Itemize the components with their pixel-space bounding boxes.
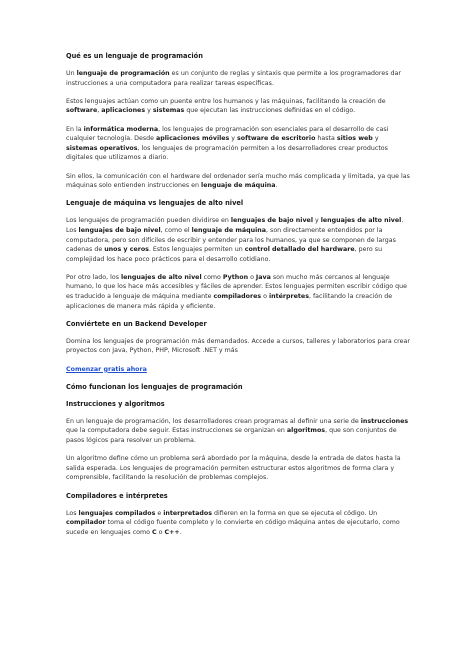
bold-term: lenguaje de programación: [76, 70, 170, 77]
heading-compiladores: Compiladores e intérpretes: [66, 491, 168, 500]
heading-que-es: Qué es un lenguaje de programación: [66, 52, 203, 60]
bold-term: lenguajes de bajo nivel: [230, 217, 313, 225]
bold-term: lenguajes de bajo nivel: [78, 226, 161, 234]
paragraph-bajo-nivel: Los lenguajes de programación pueden dividirse en lenguajes de bajo nivel y lenguajes de alto nivel. Los lenguajes de bajo nivel, como el lenguaje de máquina, son directamente entendidos por la computadora, pero son difíciles de escribir y entender para los humanos, ya que se componen de largas cadenas de unos y ceros. Estos lenguajes permiten un control detallado del hardware, pero su complejidad los hace poco prácticos para el desarrollo cotidiano.: [66, 217, 404, 263]
bold-term: Python: [222, 273, 249, 281]
bold-term: software: [66, 107, 98, 115]
cta-link[interactable]: Comenzar gratis ahora: [66, 365, 147, 373]
paragraph-compiladores: Los lenguajes compilados e interpretados difieren en la forma en que se ejecuta el código. Un compilador toma el código fuente completo y lo convierte en código máquina antes de ejecutarlo, como sucede en lenguajes como C o C++.: [66, 509, 400, 536]
bold-term: Java: [255, 273, 271, 281]
paragraph-puente: Estos lenguajes actúan como un puente entre los humanos y las máquinas, facilitando la creación de software, aplicaciones y sistemas que ejecutan las instrucciones definidas en el código.: [66, 97, 386, 115]
bold-term: lenguajes de alto nivel: [121, 273, 202, 281]
heading-instrucciones: Instrucciones y algoritmos: [66, 399, 165, 408]
bold-term: compiladores: [213, 293, 262, 301]
bold-term: instrucciones: [360, 417, 409, 425]
bold-term: interpretados: [163, 509, 212, 517]
bold-term: sistemas operativos: [66, 144, 138, 152]
paragraph-domina: Domina los lenguajes de programación más demandados. Accede a cursos, talleres y laboratorios para crear proyectos con Java, Python, PHP, Microsoft .NET y más: [66, 337, 410, 355]
bold-term: software de escritorio: [237, 135, 316, 143]
bold-term: C++: [164, 528, 180, 536]
bold-term: compilador: [66, 519, 106, 527]
bold-term: aplicaciones: [101, 107, 146, 115]
heading-maquina-vs-alto-nivel: Lenguaje de máquina vs lenguajes de alto nivel: [66, 199, 244, 208]
paragraph-sin-ellos: Sin ellos, la comunicación con el hardware del ordenador sería mucho más complicada y limitada, ya que las máquinas solo entienden instrucciones en lenguaje de máquina.: [66, 172, 410, 190]
bold-term: C: [152, 528, 157, 536]
paragraph-instrucciones: En un lenguaje de programación, los desarrolladores crean programas al definir una serie de instrucciones que la computadora debe seguir. Estas instrucciones se organizan en algoritmos, que son conjuntos de pasos lógicos para resolver un problema.: [66, 417, 409, 444]
bold-term: sitios web: [336, 135, 373, 143]
bold-term: informática moderna: [83, 125, 159, 133]
paragraph-definicion: Un lenguaje de programación es un conjunto de reglas y sintaxis que permite a los programadores dar instrucciones a una computadora para realizar tareas específicas.: [66, 70, 401, 87]
heading-backend-developer: Conviértete en un Backend Developer: [66, 319, 207, 328]
heading-como-funcionan: Cómo funcionan los lenguajes de programación: [66, 382, 243, 391]
bold-term: lenguaje de máquina: [191, 226, 267, 234]
bold-term: algoritmos: [286, 427, 326, 435]
bold-term: lenguajes de alto nivel: [320, 217, 402, 225]
bold-term: lenguajes compilados: [78, 509, 156, 517]
paragraph-algoritmo: Un algoritmo define cómo un problema será abordado por la máquina, desde la entrada de datos hasta la salida esperada. Los lenguajes de programación permiten estructurar estos algoritmos de forma clara y comprensible, facilitando la resolución de problemas complejos.: [66, 455, 401, 482]
bold-term: intérpretes: [269, 293, 309, 301]
bold-term: sistemas: [152, 107, 185, 115]
paragraph-alto-nivel: Por otro lado, los lenguajes de alto nivel como Python o Java son mucho más cercanos al lenguaje humano, lo que los hace más accesibles y fáciles de aprender. Estos lenguajes permiten escribir código que es traducido a lenguaje de máquina mediante compiladores o intérpretes, facilitando la creación de aplicaciones de manera más rápida y eficiente.: [66, 273, 407, 310]
bold-term: control detallado del hardware: [244, 246, 355, 254]
bold-term: unos y ceros: [104, 246, 149, 254]
paragraph-informatica-moderna: En la informática moderna, los lenguajes de programación son esenciales para el desarrollo de casi cualquier tecnología. Desde aplicaciones móviles y software de escritorio hasta sitios web y sistemas operativos, los lenguajes de programación permiten a los desarrolladores crear productos digitales que utilizamos a diario.: [66, 125, 389, 162]
bold-term: aplicaciones móviles: [156, 135, 230, 143]
bold-term: lenguaje de máquina: [201, 182, 276, 190]
